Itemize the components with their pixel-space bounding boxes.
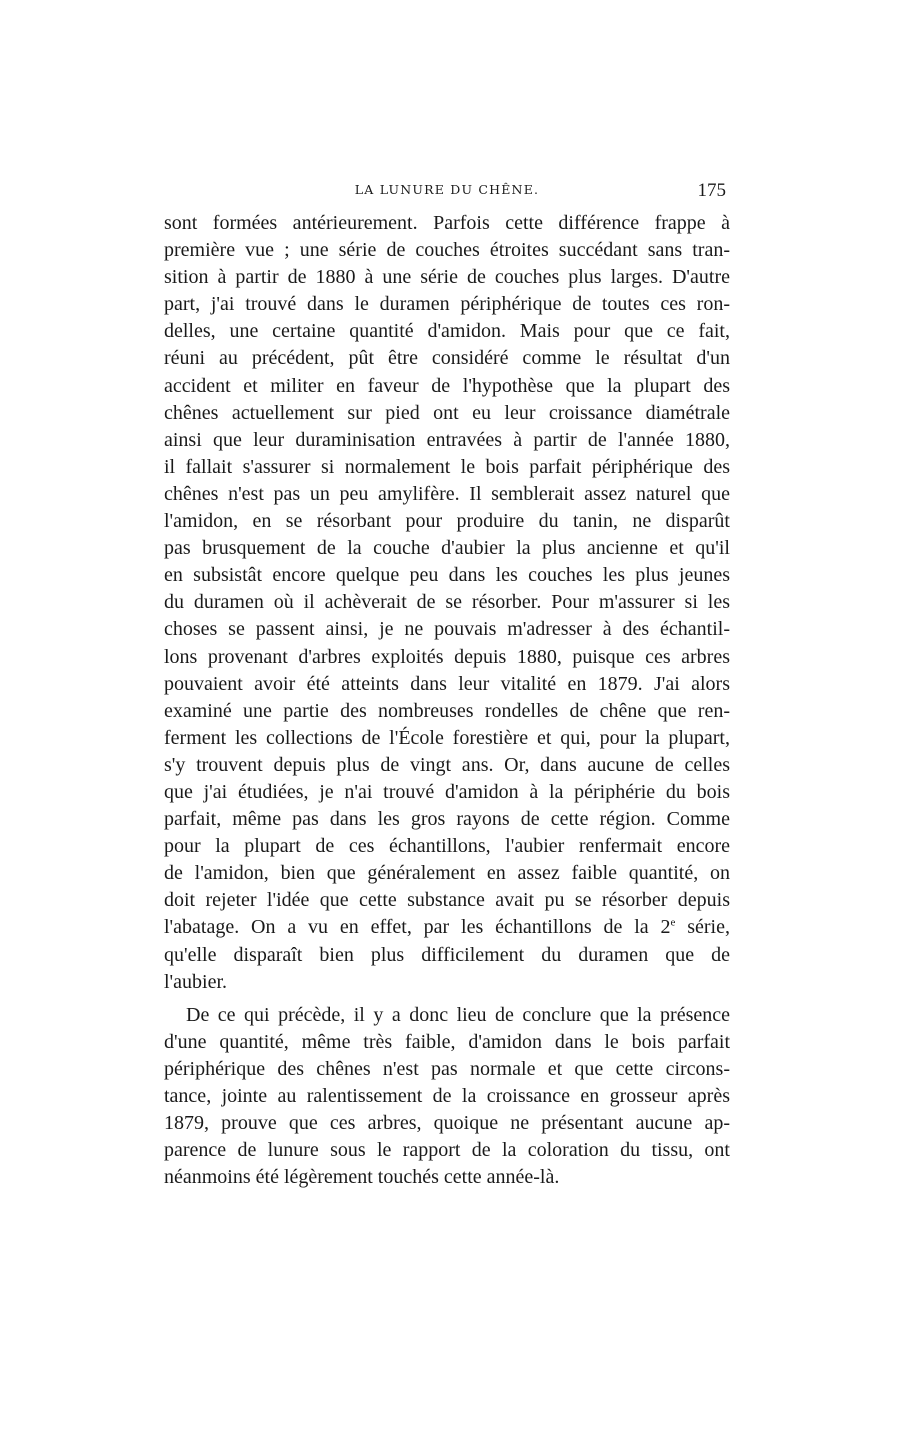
text-line: tance, jointe au ralentissement de la croissance en grosseur après bbox=[164, 1085, 730, 1107]
text-line: première vue ; une série de couches étroites succédant sans tran- bbox=[164, 239, 730, 262]
text-line: pouvaient avoir été atteints dans leur vitalité en 1879. J'ai alors bbox=[164, 672, 730, 695]
body-text bbox=[164, 210, 730, 1191]
text-line: De ce qui précède, il y a donc lieu de conclure que la présence bbox=[186, 1003, 730, 1026]
text-line: delles, une certaine quantité d'amidon. Mais pour que ce fait, bbox=[164, 320, 730, 343]
text-line: sition à partir de 1880 à une série de couches plus larges. D'autre bbox=[164, 266, 730, 289]
text-line: du duramen où il achèverait de se résorber. Pour m'assurer si les bbox=[164, 591, 730, 614]
paragraph bbox=[164, 210, 730, 996]
text-line: sont formées antérieurement. Parfois cette différence frappe à bbox=[164, 212, 730, 234]
text-line: que j'ai étudiées, je n'ai trouvé d'amidon à la périphérie du bois bbox=[164, 780, 730, 803]
text-line: chênes n'est pas un peu amylifère. Il semblerait assez naturel que bbox=[164, 482, 730, 505]
text-line: 1879, prouve que ces arbres, quoique ne présentant aucune ap- bbox=[164, 1112, 730, 1135]
text-line: accident et militer en faveur de l'hypothèse que la plupart des bbox=[164, 374, 730, 397]
text-line: parfait, même pas dans les gros rayons de cette région. Comme bbox=[164, 808, 730, 831]
text-line: s'y trouvent depuis plus de vingt ans. Or, dans aucune de celles bbox=[164, 753, 730, 776]
text-line: parence de lunure sous le rapport de la coloration du tissu, ont bbox=[164, 1139, 730, 1162]
text-line: l'aubier. bbox=[164, 970, 228, 993]
text-line: l'amidon, en se résorbant pour produire du tanin, ne disparût bbox=[164, 510, 730, 533]
text-line: il fallait s'assurer si normalement le bois parfait périphérique des bbox=[164, 455, 730, 478]
text-line: d'une quantité, même très faible, d'amidon dans le bois parfait bbox=[164, 1030, 730, 1053]
text-line: examiné une partie des nombreuses rondelles de chêne que ren- bbox=[164, 699, 730, 722]
text-line: choses se passent ainsi, je ne pouvais m'adresser à des échantil- bbox=[164, 618, 730, 641]
text-line: périphérique des chênes n'est pas normale et que cette circons- bbox=[164, 1057, 730, 1080]
running-title: LA LUNURE DU CHÊNE. bbox=[354, 182, 540, 197]
text-line: doit rejeter l'idée que cette substance avait pu se résorber depuis bbox=[164, 889, 730, 912]
text-line: en subsistât encore quelque peu dans les couches les plus jeunes bbox=[164, 564, 730, 587]
text-line: pour la plupart de ces échantillons, l'aubier renfermait encore bbox=[164, 835, 730, 858]
text-line: ainsi que leur duraminisation entravées à partir de l'année 1880, bbox=[164, 428, 730, 451]
text-line: lons provenant d'arbres exploités depuis 1880, puisque ces arbres bbox=[164, 645, 730, 668]
paragraph bbox=[164, 1002, 730, 1192]
text-line: pas brusquement de la couche d'aubier la plus ancienne et qu'il bbox=[164, 537, 730, 560]
text-line: qu'elle disparaît bien plus difficilement du duramen que de bbox=[164, 943, 730, 966]
text-line: réuni au précédent, pût être considéré comme le résultat d'un bbox=[164, 347, 730, 370]
running-head bbox=[164, 180, 730, 204]
text-line: de l'amidon, bien que généralement en assez faible quantité, on bbox=[164, 862, 730, 885]
text-line: l'abatage. On a vu en effet, par les échantillons de la 2e série, bbox=[164, 916, 730, 939]
text-line: ferment les collections de l'École forestière et qui, pour la plupart, bbox=[164, 726, 730, 749]
page-number: 175 bbox=[697, 180, 726, 201]
text-line: part, j'ai trouvé dans le duramen périphérique de toutes ces ron- bbox=[164, 293, 730, 316]
text-line: néanmoins été légèrement touchés cette année-là. bbox=[164, 1166, 560, 1189]
text-line: chênes actuellement sur pied ont eu leur croissance diamétrale bbox=[164, 401, 730, 424]
